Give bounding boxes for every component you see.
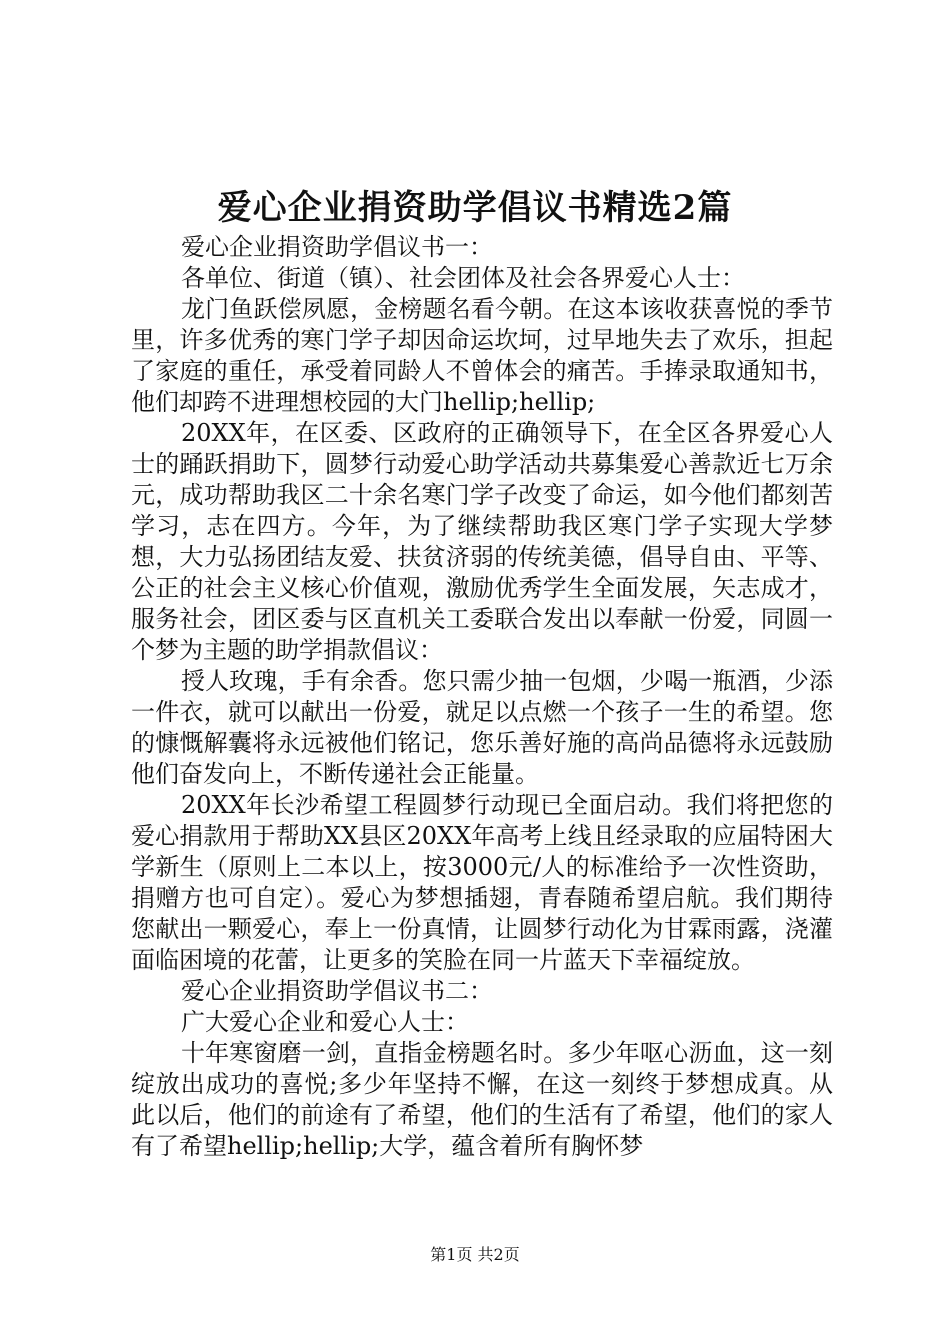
- document-title: 爱心企业捐资助学倡议书精选2篇: [217, 188, 733, 228]
- paragraph: 授人玫瑰，手有余香。您只需少抽一包烟，少喝一瓶酒，少添一件衣，就可以献出一份爱，就足以点燃一个孩子一生的希望。您的慷慨解囊将永远被他们铭记，您乐善好施的高尚品德将永远鼓励他们奋发向上，不断传递社会正能量。: [131, 667, 833, 788]
- document-body: [131, 232, 833, 1162]
- paragraph: 20XX年长沙希望工程圆梦行动现已全面启动。我们将把您的爱心捐款用于帮助XX县区20XX年高考上线且经录取的应届特困大学新生（原则上二本以上，按3000元/人的标准给予一次性资助，捐赠方也可自定）。爱心为梦想插翅，青春随希望启航。我们期待您献出一颗爱心，奉上一份真情，让圆梦行动化为甘霖雨露，浇灌面临困境的花蕾，让更多的笑脸在同一片蓝天下幸福绽放。: [131, 791, 833, 974]
- paragraph-heading-two: 爱心企业捐资助学倡议书二：: [181, 977, 493, 1005]
- paragraph-salutation-one: 各单位、街道（镇）、社会团体及社会各界爱心人士：: [181, 264, 745, 292]
- page-footer: 第1页 共2页: [430, 1245, 520, 1264]
- paragraph: 十年寒窗磨一剑，直指金榜题名时。多少年呕心沥血，这一刻绽放出成功的喜悦;多少年坚持不懈，在这一刻终于梦想成真。从此以后，他们的前途有了希望，他们的生活有了希望，他们的家人有了希望hellip;hellip;大学，蕴含着所有胸怀梦: [131, 1039, 833, 1160]
- paragraph-heading-one: 爱心企业捐资助学倡议书一：: [181, 233, 493, 261]
- paragraph-salutation-two: 广大爱心企业和爱心人士：: [181, 1008, 469, 1036]
- paragraph: 20XX年，在区委、区政府的正确领导下，在全区各界爱心人士的踊跃捐助下，圆梦行动爱心助学活动共募集爱心善款近七万余元，成功帮助我区二十余名寒门学子改变了命运，如今他们都刻苦学习，志在四方。今年，为了继续帮助我区寒门学子实现大学梦想，大力弘扬团结友爱、扶贫济弱的传统美德，倡导自由、平等、公正的社会主义核心价值观，激励优秀学生全面发展，矢志成才，服务社会，团区委与区直机关工委联合发出以奉献一份爱，同圆一个梦为主题的助学捐款倡议：: [131, 419, 833, 664]
- paragraph: 龙门鱼跃偿夙愿，金榜题名看今朝。在这本该收获喜悦的季节里，许多优秀的寒门学子却因命运坎坷，过早地失去了欢乐，担起了家庭的重任，承受着同龄人不曾体会的痛苦。手捧录取通知书，他们却跨不进理想校园的大门hellip;hellip;: [131, 295, 833, 416]
